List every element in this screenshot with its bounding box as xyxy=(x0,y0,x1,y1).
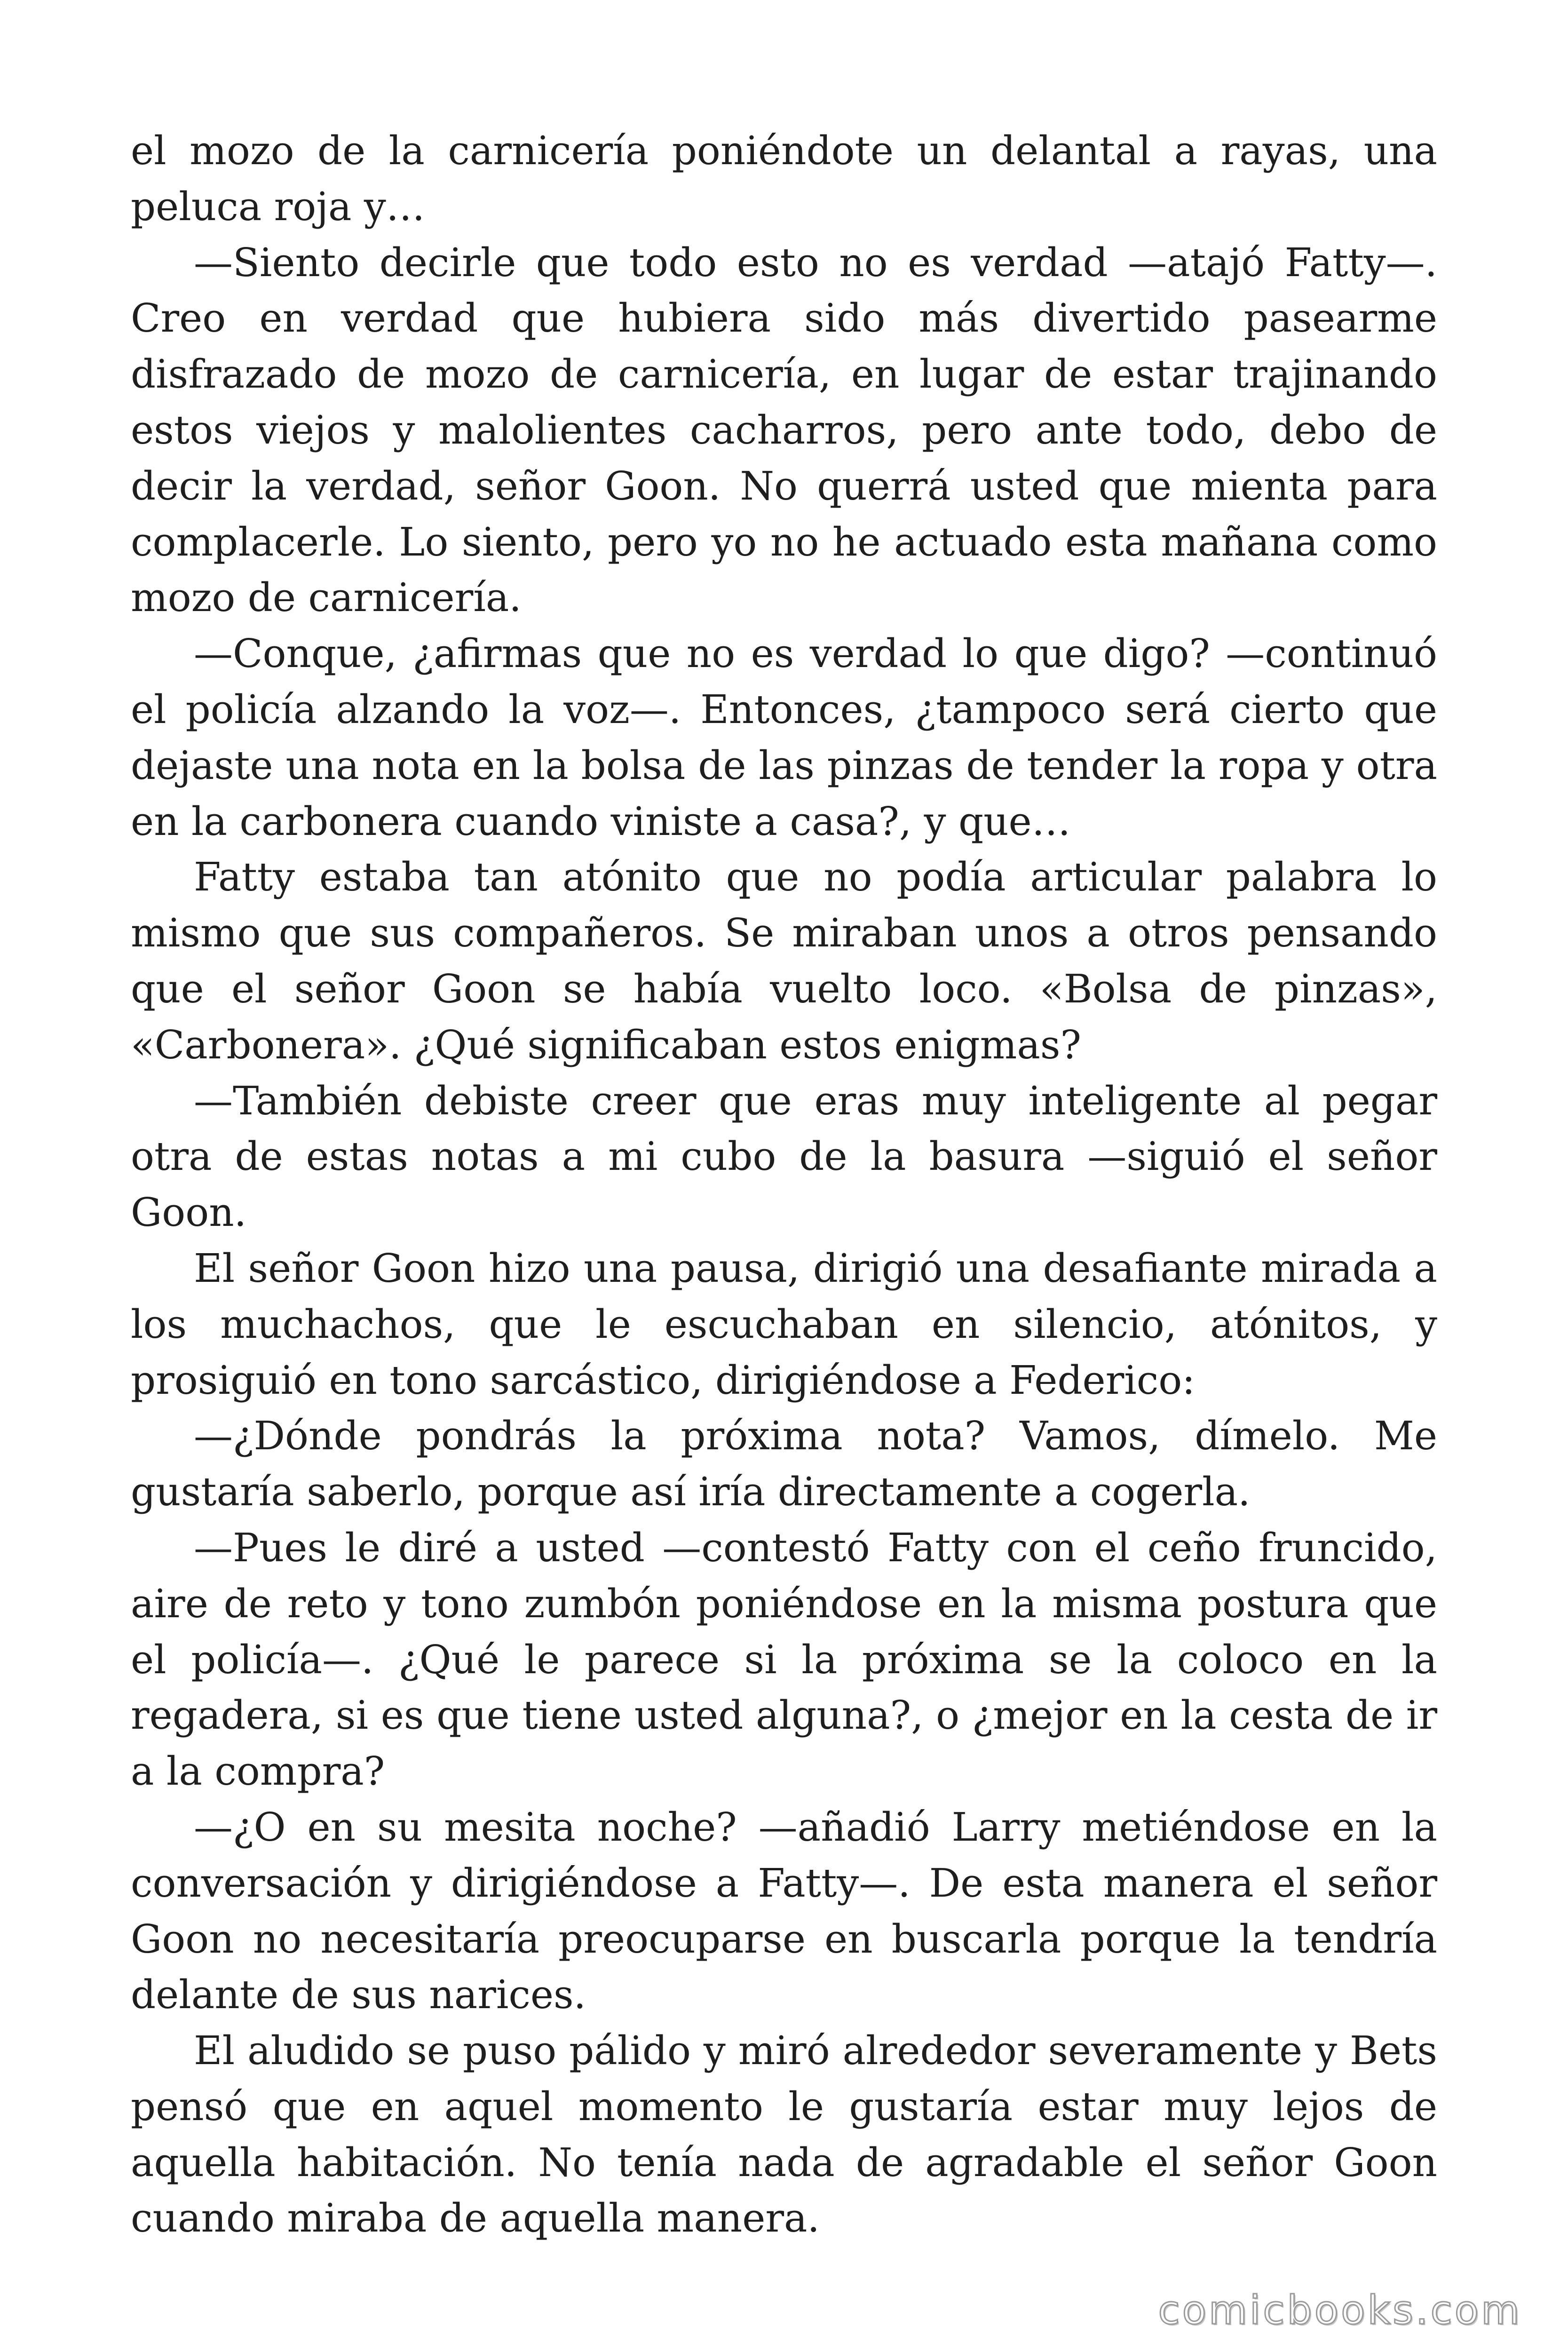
paragraph: —Pues le diré a usted —contestó Fatty con el ceño fruncido, aire de reto y tono zumbón poniéndose en la misma postura que el policía—. ¿Qué le parece si la próxima se la coloco en la regadera, si es que tiene usted alguna?, o ¿mejor en la cesta de ir a la compra? xyxy=(131,1525,1437,1795)
paragraph: Fatty estaba tan atónito que no podía articular palabra lo mismo que sus compañeros. Se miraban unos a otros pensando que el señor Goon se había vuelto loco. «Bolsa de pinzas», «Carbonera». ¿Qué significaban estos enigmas? xyxy=(131,854,1437,1068)
paragraph: —Conque, ¿afirmas que no es verdad lo que digo? —continuó el policía alzando la voz—. Entonces, ¿tampoco será cierto que dejaste una nota en la bolsa de las pinzas de tender la ropa y otra en la carbonera cuando viniste a casa?, y que… xyxy=(131,631,1437,844)
paragraph: —Siento decirle que todo esto no es verdad —atajó Fatty—. Creo en verdad que hubiera sido más divertido pasearme disfrazado de mozo de carnicería, en lugar de estar trajinando estos viejos y malolientes cacharros, pero ante todo, debo de decir la verdad, señor Goon. No querrá usted que mienta para complacerle. Lo siento, pero yo no he actuado esta mañana como mozo de carnicería. xyxy=(131,239,1437,621)
paragraph: El aludido se puso pálido y miró alrededor severamente y Bets pensó que en aquel momento le gustaría estar muy lejos de aquella habitación. No tenía nada de agradable el señor Goon cuando miraba de aquella manera. xyxy=(131,2028,1437,2241)
watermark: comicbooks.com xyxy=(1158,2287,1522,2333)
body-text xyxy=(131,123,1437,2247)
paragraph: El señor Goon hizo una pausa, dirigió una desafiante mirada a los muchachos, que le escuchaban en silencio, atónitos, y prosiguió en tono sarcástico, dirigiéndose a Federico: xyxy=(131,1245,1437,1403)
paragraph: —¿O en su mesita noche? —añadió Larry metiéndose en la conversación y dirigiéndose a Fatty—. De esta manera el señor Goon no necesitaría preocuparse en buscarla porque la tendría delante de sus narices. xyxy=(131,1804,1437,2018)
paragraph-continuation: el mozo de la carnicería poniéndote un delantal a rayas, una peluca roja y… xyxy=(131,128,1437,230)
paragraph: —¿Dónde pondrás la próxima nota? Vamos, dímelo. Me gustaría saberlo, porque así iría directamente a cogerla. xyxy=(131,1413,1437,1515)
paragraph: —También debiste creer que eras muy inteligente al pegar otra de estas notas a mi cubo de la basura —siguió el señor Goon. xyxy=(131,1078,1437,1236)
